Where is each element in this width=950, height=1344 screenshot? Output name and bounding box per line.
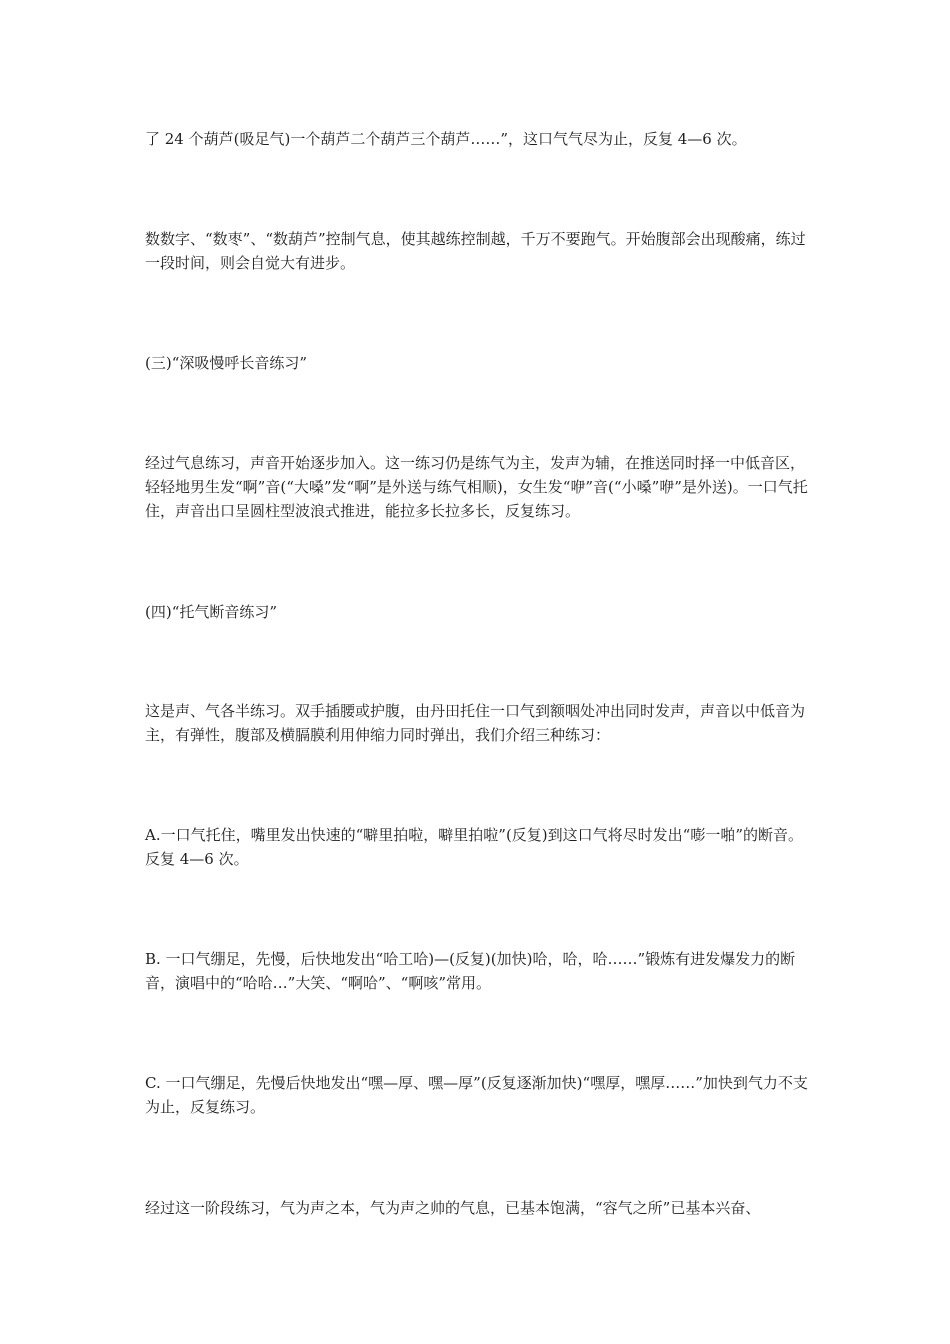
paragraph-exercise-a: A.一口气托住，嘴里发出快速的“噼里拍啦，噼里拍啦”(反复)到这口气将尽时发出“嘭一啪”的断音。反复 4—6 次。 — [145, 826, 803, 868]
paragraph-long-tone: 经过气息练习，声音开始逐步加入。这一练习仍是练气为主，发声为辅，在推送同时择一中低音区，轻轻地男生发“啊”音(“大嗓”发“啊”是外送与练气相顺)，女生发“咿”音(“小嗓”咿”是外送)。一口气托住，声音出口呈圆柱型波浪式推进，能拉多长拉多长，反复练习。 — [145, 454, 808, 520]
section-heading-3: (三)“深吸慢呼长音练习” — [145, 354, 308, 372]
section-heading-4: (四)“托气断音练习” — [145, 603, 278, 621]
paragraph-gourd-count: 了 24 个葫芦(吸足气)一个葫芦二个葫芦三个葫芦……”，这口气气尽为止，反复 4—6 次。 — [145, 130, 747, 148]
paragraph-summary: 经过这一阶段练习，气为声之本，气为声之帅的气息，已基本饱满，“容气之所”已基本兴奋、 — [145, 1199, 761, 1217]
paragraph-exercise-c: C. 一口气绷足，先慢后快地发出“嘿—厚、嘿—厚”(反复逐渐加快)“嘿厚，嘿厚……”加快到气力不支为止，反复练习。 — [145, 1074, 808, 1116]
paragraph-exercise-b: B. 一口气绷足，先慢，后快地发出“哈工哈)—(反复)(加快)哈，哈，哈……”锻炼有进发爆发力的断音，演唱中的“哈哈…”大笑、“啊哈”、“啊咳”常用。 — [145, 950, 796, 992]
paragraph-breath-control: 数数字、“数枣”、“数葫芦”控制气息，使其越练控制越，千万不要跑气。开始腹部会出现酸痛，练过一段时间，则会自觉大有进步。 — [145, 230, 806, 272]
paragraph-staccato-intro: 这是声、气各半练习。双手插腰或护腹，由丹田托住一口气到额咽处冲出同时发声，声音以中低音为主，有弹性，腹部及横膈膜利用伸缩力同时弹出，我们介绍三种练习： — [145, 702, 806, 744]
